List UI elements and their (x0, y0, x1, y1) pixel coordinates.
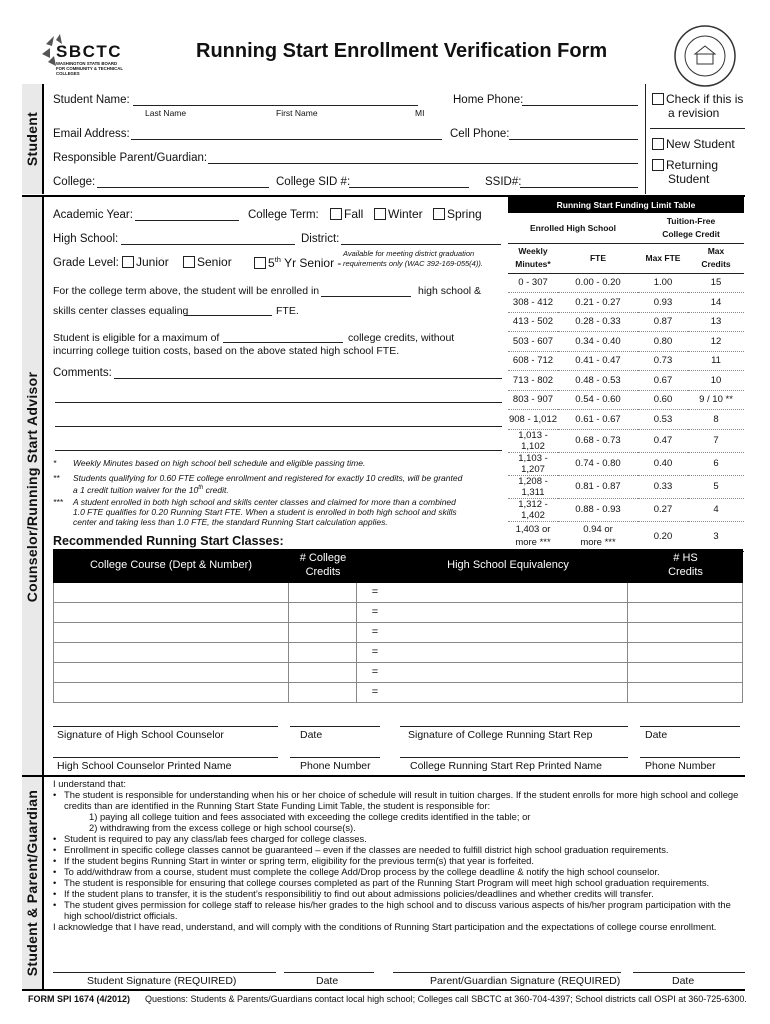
minutes-cell: 1,103 - 1,207 (508, 452, 558, 475)
footnote-3-text-c: center and taking less than 1.0 FTE, the standard Running Start calculation applies. (73, 517, 388, 527)
parent-label: Responsible Parent/Guardian: (53, 152, 208, 164)
footnote-3 (53, 497, 513, 527)
student-signature-label: Student Signature (REQUIRED) (87, 975, 237, 987)
student-section-tab (22, 84, 44, 194)
fte-cell: 0.61 - 0.67 (558, 410, 638, 430)
comments-line-3[interactable] (55, 426, 502, 427)
student-tab-label: Student (24, 111, 40, 167)
junior-option[interactable] (122, 255, 169, 269)
max-credits-cell: 14 (688, 293, 744, 313)
student-date-label: Date (316, 975, 339, 987)
footnote-2-text-a: Students qualifying for 0.60 FTE college enrollment and registered for exactly 10 credits, will be granted (73, 473, 463, 483)
footnote-3-mark: *** (53, 497, 63, 507)
equivalency-cell[interactable] (393, 583, 628, 603)
fte-cell: 0.34 - 0.40 (558, 332, 638, 352)
college-rep-name-line[interactable] (400, 757, 628, 758)
ssid-label: SSID#: (485, 176, 522, 188)
revision-label: Check if this is (666, 92, 744, 106)
returning-student-checkbox[interactable] (652, 159, 664, 171)
comments-line-2[interactable] (55, 402, 502, 403)
ack-intro: I understand that: (53, 778, 126, 789)
home-phone-label: Home Phone: (453, 94, 524, 106)
academic-year-field[interactable] (135, 220, 239, 221)
footnote-2-text-c: credit. (203, 484, 229, 495)
class-row (53, 623, 743, 643)
skills-text: skills center classes equaling (53, 305, 189, 317)
parent-field[interactable] (208, 163, 638, 164)
skills-fte-field[interactable] (184, 315, 272, 316)
college-credits-cell[interactable] (289, 643, 357, 663)
hs-counselor-date-label: Date (300, 729, 323, 741)
hs-counselor-name-line[interactable] (53, 757, 278, 758)
class-row (53, 683, 743, 703)
equals-sign: = (371, 686, 379, 698)
hs-counselor-date-line[interactable] (290, 726, 380, 727)
enrolled-text-b: high school & (418, 285, 482, 297)
high-school-label: High School: (53, 233, 119, 245)
col-college-credits-header (289, 549, 357, 583)
table-row (508, 498, 744, 521)
max-fte-cell: 0.80 (638, 332, 688, 352)
minutes-cell: 608 - 712 (508, 351, 558, 371)
form-id: FORM SPI 1674 (4/2012) (28, 994, 131, 1004)
table-row (508, 452, 744, 475)
returning-label: Returning (666, 158, 719, 172)
course-cell[interactable] (53, 603, 289, 623)
max-credits-cell: 15 (688, 273, 744, 293)
fifth-year-label-2: Yr Senior (280, 256, 335, 270)
ack-bullet-7: • If the student plans to transfer, it is the student’s responsibilitiy to find out about admissions policies/deadlines and whether credits will transfer. (53, 888, 748, 899)
last-name-caption: Last Name (145, 108, 187, 118)
student-parent-section-tab (22, 777, 44, 989)
hs-counselor-name-label: High School Counselor Printed Name (57, 760, 232, 772)
equivalency-cell[interactable] (393, 603, 628, 623)
eligible-text-c: incurring college tuition costs, based on the above stated high school FTE. (53, 345, 400, 357)
college-rep-sig-label: Signature of College Running Start Rep (408, 729, 593, 741)
recommended-classes-title: Recommended Running Start Classes: (53, 534, 284, 548)
ack-bullet-8: • The student gives permission for college staff to release his/her grades to the high school and to discuss various aspects of his/her program participation with the high school/district officials. (53, 899, 748, 921)
equivalency-cell[interactable] (393, 643, 628, 663)
minutes-cell: 1,208 - 1,311 (508, 475, 558, 498)
college-credits-cell[interactable] (289, 583, 357, 603)
max-fte-cell: 0.67 (638, 371, 688, 391)
logo-subtext: WASHINGTON STATE BOARD FOR COMMUNITY & TECHNICAL COLLEGES (56, 61, 123, 76)
hs-credits-cell[interactable] (628, 643, 743, 663)
hs-counselor-sig-label: Signature of High School Counselor (57, 729, 224, 741)
fifth-year-option[interactable]: 5th Yr Senior - (254, 255, 341, 270)
college-rep-date-label: Date (645, 729, 668, 741)
returning-label-2: Student (668, 172, 710, 186)
last-minutes-a: 1,403 or (515, 524, 551, 535)
col-credits-a: # College (299, 552, 347, 565)
college-credits-cell[interactable] (289, 623, 357, 643)
minutes-cell: 0 - 307 (508, 273, 558, 293)
max-credits-header (688, 243, 744, 273)
footnote-1-mark: * (53, 458, 57, 468)
academic-year-label: Academic Year: (53, 209, 133, 221)
term-winter-option[interactable] (374, 207, 423, 221)
college-credits-cell[interactable] (289, 683, 357, 703)
max-credits-cell: 6 (688, 452, 744, 475)
max-fte-cell: 0.93 (638, 293, 688, 313)
col-hs-b: Credits (668, 566, 703, 578)
fifth-year-checkbox[interactable] (254, 257, 266, 269)
senior-option[interactable] (183, 255, 232, 269)
max-credits-cell: 5 (688, 475, 744, 498)
student-signature-line[interactable] (53, 972, 276, 973)
hs-credits-cell[interactable] (628, 583, 743, 603)
minutes-cell: 1,312 - 1,402 (508, 498, 558, 521)
cell-phone-label: Cell Phone: (450, 128, 510, 140)
college-term-label: College Term: (248, 209, 319, 221)
college-credits-cell[interactable] (289, 603, 357, 623)
hs-credits-cell[interactable] (628, 603, 743, 623)
student-parent-tab-label: Student & Parent/Guardian (24, 789, 40, 977)
course-cell[interactable] (53, 683, 289, 703)
class-row (53, 643, 743, 663)
comments-line-1[interactable] (114, 378, 502, 379)
max-fte-cell: 1.00 (638, 273, 688, 293)
email-field[interactable] (131, 139, 442, 140)
max-credits-header-a: Max (707, 246, 725, 256)
table-row (508, 332, 744, 352)
enrolled-text (53, 285, 319, 297)
table-row (508, 475, 744, 498)
last-fte-b: more *** (580, 537, 616, 548)
ack-bullet-2: • Student is required to pay any class/lab fees charged for college classes. (53, 833, 748, 844)
new-student-checkbox[interactable] (652, 138, 664, 150)
fte-cell: 0.41 - 0.47 (558, 351, 638, 371)
footnote-2-mark: ** (53, 473, 60, 483)
fte-cell: 0.21 - 0.27 (558, 293, 638, 313)
col-course-header: College Course (Dept & Number) (89, 559, 252, 572)
senior-label: Senior (197, 255, 232, 269)
college-label: College: (53, 176, 96, 188)
parent-signature-label: Parent/Guardian Signature (REQUIRED) (430, 975, 621, 987)
hs-counselor-phone-label: Phone Number (300, 760, 371, 772)
col-hs-credits-header (628, 549, 743, 583)
classes-table-header (53, 549, 743, 583)
acknowledgment-text (53, 778, 748, 932)
fifth-year-note (343, 249, 483, 269)
table-row (508, 273, 744, 293)
last-minutes-b: more *** (515, 537, 551, 548)
grade-level-label: Grade Level: (53, 257, 119, 269)
max-fte-cell: 0.40 (638, 452, 688, 475)
max-fte-cell: 0.47 (638, 429, 688, 452)
hs-counselor-phone-line[interactable] (290, 757, 380, 758)
equivalency-cell[interactable] (393, 683, 628, 703)
footnote-3-text-a: A student enrolled in both high school and skills center classes and claimed for more than a combined (73, 497, 456, 507)
acknowledgment-section-bottom (22, 989, 745, 991)
student-date-line[interactable] (284, 972, 374, 973)
ack-bullet-1: • The student is responsible for understanding when his or her choice of schedule will result in tuition charges. If the student enrolls for more high school and college credits than are identified in the Running Start State Funding Limit Table, the student is responsible for: (53, 789, 748, 811)
returning-student-option[interactable] (652, 158, 718, 186)
funding-limit-table (508, 197, 744, 552)
spring-checkbox[interactable] (433, 208, 445, 220)
equals-sign: = (371, 666, 379, 678)
tuition-free-header (638, 213, 744, 243)
col-credits-b: Credits (305, 566, 341, 578)
footnote-2-sup: th (198, 485, 204, 491)
college-sid-field[interactable] (349, 187, 469, 188)
eligible-text-b: college credits, without (348, 332, 455, 344)
logo-text: SBCTC (56, 42, 123, 61)
minutes-cell: 308 - 412 (508, 293, 558, 313)
student-name-field[interactable] (133, 105, 418, 106)
minutes-cell: 413 - 502 (508, 312, 558, 332)
minutes-cell: 1,013 - 1,102 (508, 429, 558, 452)
comments-line-4[interactable] (55, 450, 502, 451)
college-credits-cell[interactable] (289, 663, 357, 683)
ack-bullet-1-1: 1) paying all college tuition and fees associated with exceeding the college credits identified in the table; or (89, 811, 531, 822)
max-fte-cell: 0.53 (638, 410, 688, 430)
fte-header: FTE (558, 243, 638, 273)
hs-credits-cell[interactable] (628, 663, 743, 683)
equals-sign: = (371, 586, 379, 598)
max-credits-cell: 9 / 10 ** (688, 390, 744, 410)
table-row (508, 429, 744, 452)
mi-caption: MI (415, 108, 425, 118)
footnote-1-text: Weekly Minutes based on high school bell schedule and eligible passing time. (73, 458, 366, 468)
table-row (508, 351, 744, 371)
equals-sign: = (371, 606, 379, 618)
parent-date-line[interactable] (633, 972, 745, 973)
max-credits-cell: 3 (688, 521, 744, 551)
counselor-section-bottom (22, 775, 745, 777)
footnote-2 (53, 473, 508, 495)
first-name-caption: First Name (276, 108, 318, 118)
class-row (53, 583, 743, 603)
funding-table-title: Running Start Funding Limit Table (508, 197, 744, 213)
district-field[interactable] (341, 244, 501, 245)
tuition-free-header-b: College Credit (662, 228, 720, 239)
max-fte-cell: 0.27 (638, 498, 688, 521)
fte-cell: 0.81 - 0.87 (558, 475, 638, 498)
home-phone-field[interactable] (522, 105, 638, 106)
fifth-year-label: 5 (268, 256, 275, 270)
max-fte-header: Max FTE (638, 243, 688, 273)
skills-text-b: FTE. (276, 305, 299, 317)
email-label: Email Address: (53, 128, 130, 140)
term-spring-option[interactable] (433, 207, 482, 221)
equivalency-cell[interactable] (393, 623, 628, 643)
eligible-text: Student is eligible for a maximum of (53, 332, 220, 344)
table-row (508, 371, 744, 391)
ack-bullet-1-2: 2) withdrawing from the excess college or high school course(s). (89, 822, 356, 833)
college-sid-label: College SID #: (276, 176, 351, 188)
course-cell[interactable] (53, 623, 289, 643)
max-credits-cell: 11 (688, 351, 744, 371)
fte-cell: 0.74 - 0.80 (558, 452, 638, 475)
college-rep-name-label: College Running Start Rep Printed Name (410, 760, 603, 772)
eligible-credits-field[interactable] (223, 342, 343, 343)
col-equivalency-header: High School Equivalency (447, 559, 569, 572)
seal-icon (673, 24, 737, 88)
junior-checkbox[interactable] (122, 256, 134, 268)
enrolled-hs-header: Enrolled High School (508, 213, 638, 243)
max-fte-cell: 0.20 (638, 521, 688, 551)
footnote-2-text-b: a 1 credit tuition waiver for the 10 (73, 484, 199, 495)
max-fte-cell: 0.33 (638, 475, 688, 498)
fall-checkbox[interactable] (330, 208, 342, 220)
weekly-header-a: Weekly (518, 246, 548, 256)
equals-sign: = (371, 646, 379, 658)
parent-date-label: Date (672, 975, 695, 987)
fifth-note-a: Available for meeting district graduation (343, 249, 475, 258)
sbctc-logo (38, 32, 124, 78)
weekly-minutes-header (508, 243, 558, 273)
weekly-header-b: Minutes* (515, 259, 551, 269)
winter-checkbox[interactable] (374, 208, 386, 220)
table-row (508, 293, 744, 313)
tuition-free-header-a: Tuition-Free (666, 215, 716, 226)
footnote-3-text-b: 1.0 FTE qualifies for 0.20 Running Start FTE. When a student is enrolled in both high school and skills (73, 507, 457, 517)
minutes-cell: 803 - 907 (508, 390, 558, 410)
max-credits-cell: 7 (688, 429, 744, 452)
fte-cell: 0.68 - 0.73 (558, 429, 638, 452)
minutes-cell (508, 521, 558, 551)
fifth-year-sup: th (274, 255, 281, 264)
term-fall-option[interactable] (330, 207, 363, 221)
equals-sign: = (371, 626, 379, 638)
hs-credits-cell[interactable] (628, 623, 743, 643)
footer-questions: Questions: Students & Parents/Guardians contact local high school; Colleges call SBCTC at 360-704-4397; School districts call OSPI at 360-725-6300. (145, 994, 747, 1004)
fte-cell (558, 521, 638, 551)
revision-label-2: a revision (668, 106, 720, 120)
ack-bullet-3: • Enrollment in specific college classes cannot be guaranteed – even if the classes are needed to fulfill district high school graduation requirements. (53, 844, 748, 855)
equivalency-cell[interactable] (393, 663, 628, 683)
enrolled-fte-field[interactable] (321, 296, 411, 297)
max-credits-cell: 4 (688, 498, 744, 521)
course-cell[interactable] (53, 663, 289, 683)
fte-cell: 0.28 - 0.33 (558, 312, 638, 332)
max-credits-cell: 12 (688, 332, 744, 352)
new-student-option[interactable] (652, 137, 735, 151)
table-row (508, 521, 744, 551)
spring-label: Spring (447, 207, 482, 221)
counselor-tab-label: Counselor/Running Start Advisor (24, 371, 40, 603)
class-row (53, 603, 743, 623)
college-rep-date-line[interactable] (640, 726, 740, 727)
funding-table-body (508, 273, 744, 521)
ack-closing: I acknowledge that I have read, understand, and will comply with the conditions of Running Start participation and the expectations of college course enrollment. (53, 921, 717, 932)
fte-cell: 0.54 - 0.60 (558, 390, 638, 410)
table-row (508, 410, 744, 430)
counselor-section-tab (22, 197, 44, 777)
col-hs-a: # HS (673, 552, 698, 565)
max-fte-cell: 0.73 (638, 351, 688, 371)
ack-bullet-4: • If the student begins Running Start in winter or spring term, eligibility for the previous term(s) that year is forfeited. (53, 855, 748, 866)
winter-label: Winter (388, 207, 423, 221)
fifth-note-b: requirements only (WAC 392-169-055(4)). (343, 259, 483, 268)
fte-cell: 0.88 - 0.93 (558, 498, 638, 521)
max-fte-cell: 0.60 (638, 390, 688, 410)
comments-label: Comments: (53, 367, 112, 379)
revision-divider (650, 128, 745, 129)
district-label: District: (301, 233, 340, 245)
ssid-field[interactable] (520, 187, 638, 188)
max-credits-header-b: Credits (701, 259, 731, 269)
college-rep-signature-line[interactable] (400, 726, 628, 727)
minutes-cell: 503 - 607 (508, 332, 558, 352)
high-school-field[interactable] (121, 244, 295, 245)
ack-bullet-5: • To add/withdraw from a course, student must complete the college Add/Drop process by the college deadline & notify the high school counselor. (53, 866, 748, 877)
max-fte-cell: 0.87 (638, 312, 688, 332)
ospi-seal (673, 24, 737, 88)
max-credits-cell: 10 (688, 371, 744, 391)
revision-option[interactable] (652, 92, 743, 120)
parent-signature-line[interactable] (393, 972, 621, 973)
class-row (53, 663, 743, 683)
junior-label: Junior (136, 255, 169, 269)
fall-label: Fall (344, 207, 364, 221)
course-cell[interactable] (53, 643, 289, 663)
table-row (508, 390, 744, 410)
enrolled-text-a: For the college term above, the student will be enrolled in (53, 285, 320, 297)
senior-checkbox[interactable] (183, 256, 195, 268)
fte-cell: 0.48 - 0.53 (558, 371, 638, 391)
minutes-cell: 908 - 1,012 (508, 410, 558, 430)
footnote-1 (53, 458, 508, 468)
hs-counselor-signature-line[interactable] (53, 726, 278, 727)
max-credits-cell: 13 (688, 312, 744, 332)
page-title: Running Start Enrollment Verification Form (196, 40, 608, 62)
college-rep-phone-label: Phone Number (645, 760, 716, 772)
hs-credits-cell[interactable] (628, 683, 743, 703)
cell-phone-field[interactable] (509, 139, 638, 140)
student-name-label: Student Name: (53, 94, 130, 106)
fte-cell: 0.00 - 0.20 (558, 273, 638, 293)
revision-checkbox[interactable] (652, 93, 664, 105)
max-credits-cell: 8 (688, 410, 744, 430)
college-field[interactable] (97, 187, 269, 188)
minutes-cell: 713 - 802 (508, 371, 558, 391)
table-row (508, 312, 744, 332)
new-student-label: New Student (666, 137, 735, 151)
last-fte-a: 0.94 or (583, 524, 613, 535)
course-cell[interactable] (53, 583, 289, 603)
ack-bullet-6: • The student is responsible for ensuring that college courses completed as part of the Running Start Program will meet high school graduation requirements. (53, 877, 748, 888)
college-rep-phone-line[interactable] (640, 757, 740, 758)
